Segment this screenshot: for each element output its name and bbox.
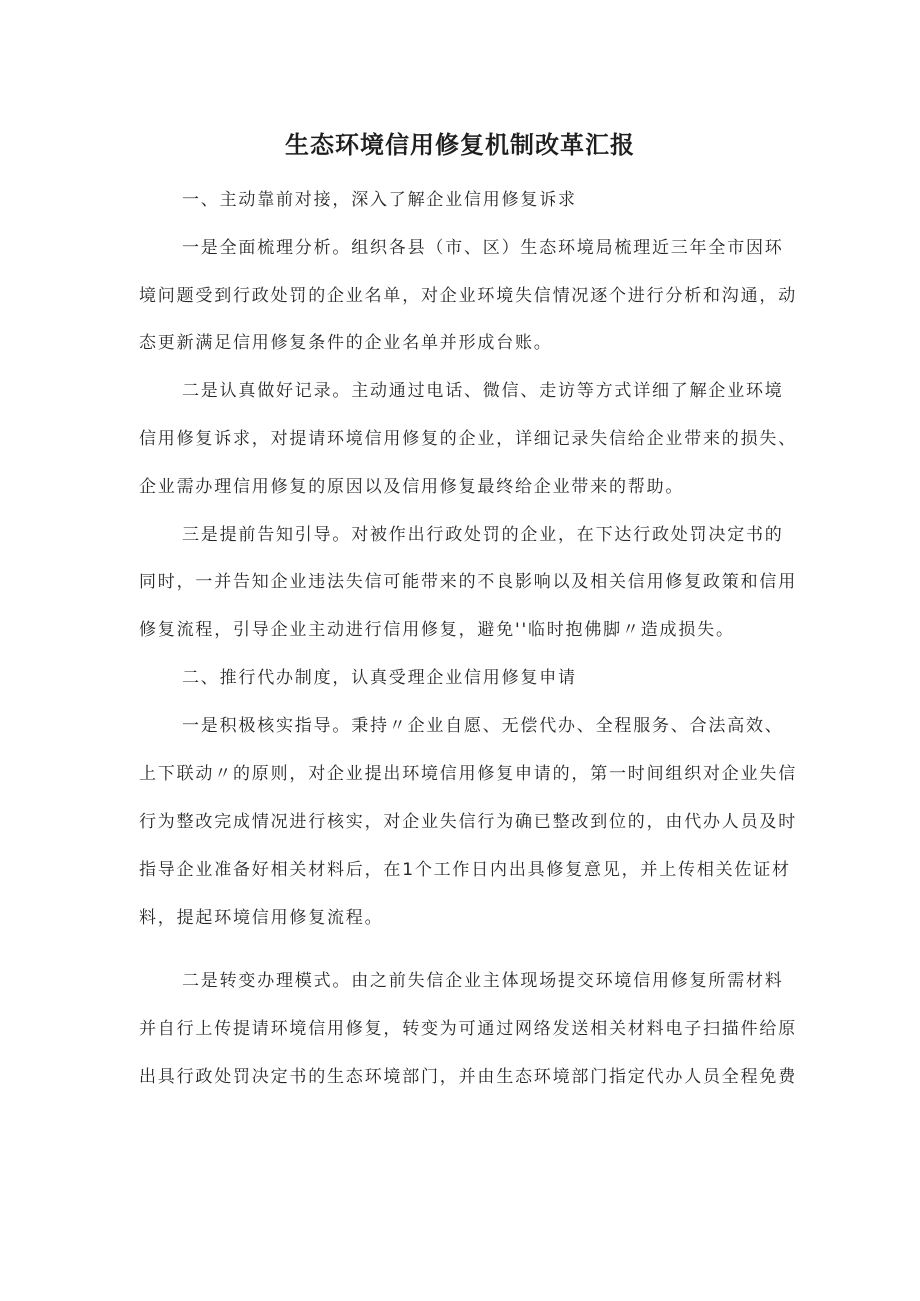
paragraph-line: 三是提前告知引导。对被作出行政处罚的企业，在下达行政处罚决定书的 — [182, 525, 784, 545]
paragraph-line: 境问题受到行政处罚的企业名单，对企业环境失信情况逐个进行分析和沟通，动 — [139, 286, 797, 306]
paragraph-line: 二是转变办理模式。由之前失信企业主体现场提交环境信用修复所需材料 — [182, 971, 784, 991]
paragraph-line: 一是积极核实指导。秉持〃企业自愿、无偿代办、全程服务、合法高效、 — [182, 716, 784, 736]
paragraph-line: 行为整改完成情况进行核实，对企业失信行为确已整改到位的，由代办人员及时 — [139, 812, 797, 832]
paragraph-line: 上下联动〃的原则，对企业提出环境信用修复申请的，第一时间组织对企业失信 — [139, 764, 797, 784]
section-heading-2: 二、推行代办制度，认真受理企业信用修复申请 — [182, 668, 577, 688]
paragraph-line: 态更新满足信用修复条件的企业名单并形成台账。 — [139, 333, 553, 353]
document-title: 生态环境信用修复机制改革汇报 — [285, 131, 635, 159]
paragraph-line: 出具行政处罚决定书的生态环境部门，并由生态环境部门指定代办人员全程免费 — [139, 1067, 797, 1087]
paragraph-line: 修复流程，引导企业主动进行信用修复，避免''临时抱佛脚〃造成损失。 — [139, 620, 735, 640]
paragraph-line: 信用修复诉求，对提请环境信用修复的企业，详细记录失信给企业带来的损失、 — [139, 429, 797, 449]
paragraph-line: 一是全面梳理分析。组织各县（市、区）生态环境局梳理近三年全市因环 — [182, 238, 784, 258]
section-heading-1: 一、主动靠前对接，深入了解企业信用修复诉求 — [182, 190, 577, 210]
paragraph-line: 企业需办理信用修复的原因以及信用修复最终给企业带来的帮助。 — [139, 477, 685, 497]
paragraph-line: 指导企业准备好相关材料后，在1个工作日内出具修复意见，并上传相关佐证材 — [139, 860, 791, 880]
paragraph-line: 同时，一并告知企业违法失信可能带来的不良影响以及相关信用修复政策和信用 — [139, 572, 797, 592]
paragraph-line: 料，提起环境信用修复流程。 — [139, 908, 384, 928]
paragraph-line: 并自行上传提请环境信用修复，转变为可通过网络发送相关材料电子扫描件给原 — [139, 1019, 797, 1039]
paragraph-line: 二是认真做好记录。主动通过电话、微信、走访等方式详细了解企业环境 — [182, 381, 784, 401]
